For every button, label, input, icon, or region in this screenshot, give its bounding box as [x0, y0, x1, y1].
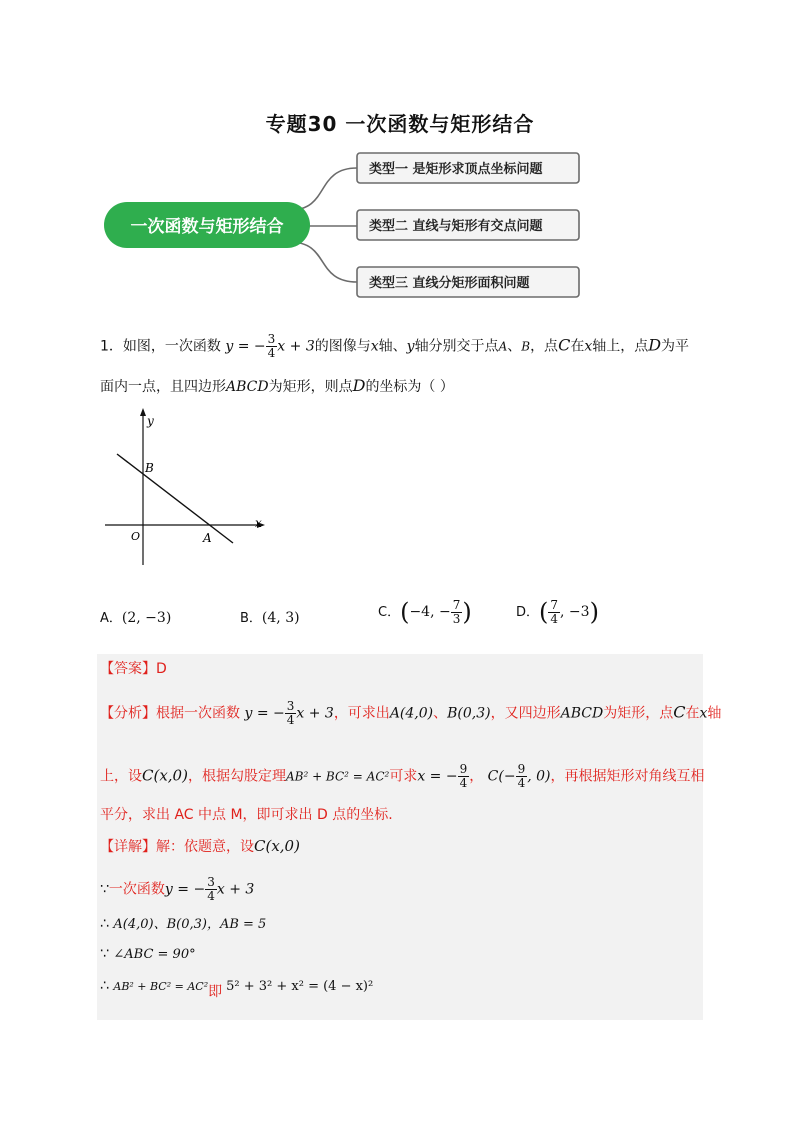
answer-tag: 【答案】 — [100, 661, 156, 677]
question-line-1: 1．如图，一次函数 y = − $\frac{3}{4}$ x + 3的图像与x轴、y轴分别交于点A、B，点C在x轴上，点D为平 — [100, 332, 690, 360]
analysis-line-3: 平分，求出 AC 中点 M，即可求出 D 点的坐标. — [100, 807, 393, 823]
detail-line-4: ∵ ∠ABC = 90° — [100, 946, 196, 962]
fraction: $\frac{3}{4}$ — [267, 332, 276, 360]
origin-label: O — [131, 530, 141, 543]
analysis-line-1: 【分析】根据一次函数 y = − $\frac{3}{4}$ x + 3，可求出A(4,0)、B(0,3)，又四边形ABCD为矩形，点C在x轴 — [100, 699, 722, 727]
mindmap-connector — [290, 168, 357, 210]
option-b[interactable]: B．(4, 3) — [240, 610, 300, 626]
detail-line-1: 【详解】解：依题意，设C(x,0) — [100, 837, 300, 855]
mindmap-diagram — [100, 150, 600, 310]
option-c[interactable]: C．(−4, − $\frac{7}{3}$ ) — [378, 597, 472, 626]
function-graph — [95, 405, 275, 575]
analysis-line-2: 上，设C(x,0)，根据勾股定理AB² + BC² = AC²可求x = − $\frac{9}{4}$ ， C(− $\frac{9}{4}$ , 0)，再根据矩形对角线互相 — [100, 762, 705, 790]
detail-line-5: ∴ AB² + BC² = AC²即 5² + 3² + x² = (4 − x)² — [100, 978, 374, 1000]
option-a[interactable]: A．(2, −3) — [100, 610, 172, 626]
answer-value: D — [156, 661, 167, 677]
y-axis-arrow-icon — [140, 408, 146, 416]
question-number: 1． — [100, 338, 123, 355]
page-title: 专题30 一次函数与矩形结合 — [265, 112, 535, 136]
detail-line-2: ∵一次函数y = − $\frac{3}{4}$ x + 3 — [100, 875, 255, 903]
mindmap-branch-1-label: 类型一 是矩形求顶点坐标问题 — [369, 162, 543, 177]
point-a-label: A — [203, 531, 212, 545]
detail-tag: 【详解】 — [100, 839, 156, 855]
analysis-tag: 【分析】 — [100, 705, 156, 722]
detail-line-3: ∴ A(4,0)、B(0,3)，AB = 5 — [100, 916, 267, 932]
mindmap-branch-3-label: 类型三 直线分矩形面积问题 — [369, 276, 530, 291]
y-axis-label: y — [147, 414, 154, 428]
option-d[interactable]: D．( $\frac{7}{4}$ , −3) — [516, 597, 599, 626]
mindmap-branch-2-label: 类型二 直线与矩形有交点问题 — [369, 219, 543, 234]
mindmap-center-label: 一次函数与矩形结合 — [130, 217, 284, 237]
question-line-2: 面内一点，且四边形ABCD为矩形，则点D的坐标为（ ） — [100, 376, 454, 395]
answer-line — [100, 659, 167, 679]
point-b-label: B — [145, 461, 154, 475]
mindmap-connector — [290, 242, 357, 282]
x-axis-label: x — [255, 516, 262, 530]
